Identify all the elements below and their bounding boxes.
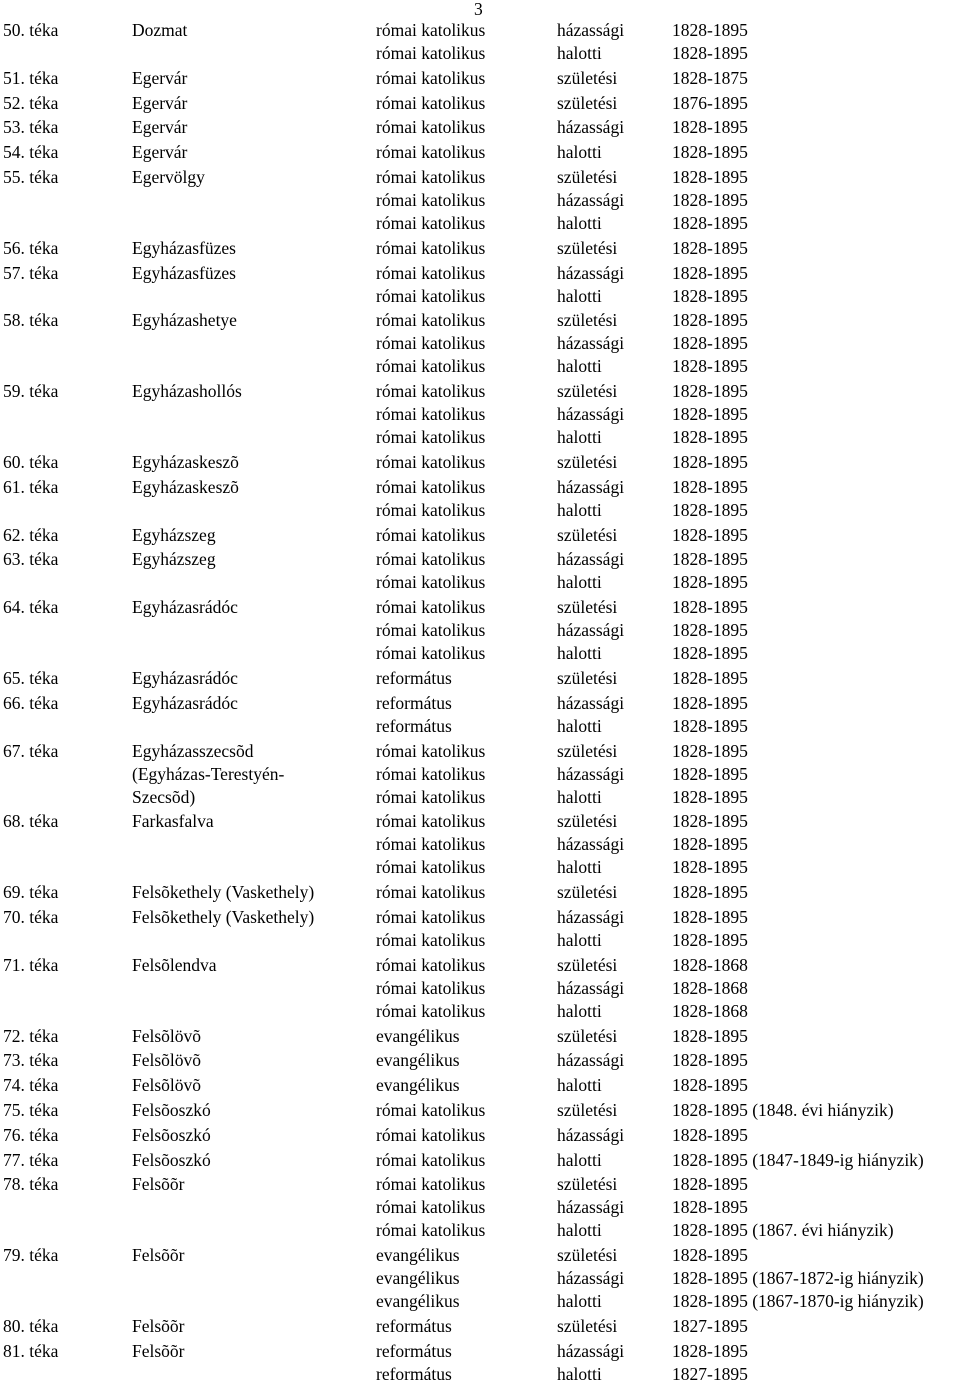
place-name: Egervölgy (132, 167, 205, 187)
year-range: 1828-1895 (672, 476, 748, 497)
year-range: 1828-1895 (672, 1197, 748, 1218)
register-type: halotti (557, 142, 602, 163)
teka-number: 60. téka (3, 452, 59, 472)
teka-number: 80. téka (3, 1316, 59, 1336)
register-row (0, 810, 960, 833)
register-row (0, 833, 960, 856)
year-range: 1828-1895 (672, 692, 748, 713)
denomination: római katolikus (376, 572, 486, 593)
denomination: római katolikus (376, 476, 486, 497)
denomination: római katolikus (376, 67, 486, 88)
register-type: születési (557, 1245, 618, 1266)
register-type: születési (557, 740, 618, 761)
register-type: halotti (557, 43, 602, 63)
register-row (0, 1196, 960, 1219)
register-type: születési (557, 92, 618, 113)
year-range: 1828-1895 (1848. évi hiányzik) (672, 1100, 894, 1120)
year-range: 1828-1895 (672, 213, 748, 233)
register-type: halotti (557, 427, 602, 448)
register-row (0, 309, 960, 332)
place-name: Egyházasrádóc (132, 597, 238, 618)
year-range: 1828-1895 (672, 404, 748, 425)
denomination: római katolikus (376, 356, 486, 377)
teka-number: 64. téka (3, 597, 59, 618)
denomination: római katolikus (376, 117, 486, 138)
register-type: házassági (557, 620, 625, 641)
place-name: Egervár (132, 67, 188, 88)
year-range: 1828-1895 (672, 499, 748, 520)
register-type: halotti (557, 643, 602, 664)
register-type: születési (557, 524, 618, 545)
year-range: 1828-1895 (672, 597, 748, 618)
denomination: római katolikus (376, 740, 486, 761)
register-row (0, 1149, 960, 1172)
year-range: 1828-1895 (672, 763, 748, 784)
teka-number: 76. téka (3, 1124, 59, 1145)
denomination: római katolikus (376, 1197, 486, 1218)
register-type: halotti (557, 715, 602, 736)
denomination: evangélikus (376, 1268, 460, 1289)
year-range: 1827-1895 (672, 1316, 748, 1336)
register-row (0, 715, 960, 738)
teka-number: 65. téka (3, 668, 59, 688)
register-row (0, 403, 960, 426)
teka-number: 59. téka (3, 381, 59, 402)
register-row (0, 116, 960, 139)
register-row (0, 1290, 960, 1313)
year-range: 1828-1868 (672, 1000, 748, 1021)
place-name: Egyházaskeszõ (132, 452, 239, 472)
denomination: római katolikus (376, 643, 486, 664)
place-name: Felsõõr (132, 1316, 185, 1336)
register-row (0, 237, 960, 260)
teka-number: 81. téka (3, 1340, 59, 1361)
register-row (0, 786, 960, 809)
register-row (0, 667, 960, 690)
register-type: házassági (557, 1124, 625, 1145)
denomination: római katolikus (376, 620, 486, 641)
register-row (0, 285, 960, 308)
year-range: 1828-1895 (672, 356, 748, 377)
teka-number: 50. téka (3, 20, 59, 40)
denomination: római katolikus (376, 786, 486, 807)
denomination: római katolikus (376, 381, 486, 402)
register-row (0, 977, 960, 1000)
register-row (0, 380, 960, 403)
register-row (0, 524, 960, 547)
register-type: halotti (557, 857, 602, 878)
denomination: római katolikus (376, 310, 486, 331)
place-name: Felsõõr (132, 1245, 185, 1266)
year-range: 1828-1895 (672, 786, 748, 807)
denomination: római katolikus (376, 1100, 486, 1120)
teka-number: 52. téka (3, 92, 59, 113)
register-row (0, 212, 960, 235)
register-type: halotti (557, 1000, 602, 1021)
register-type: házassági (557, 549, 625, 570)
year-range: 1828-1895 (672, 43, 748, 63)
year-range: 1828-1895 (672, 427, 748, 448)
register-type: házassági (557, 834, 625, 855)
register-row (0, 1124, 960, 1147)
place-name: Felsõlendva (132, 954, 217, 975)
year-range: 1828-1895 (672, 452, 748, 472)
denomination: evangélikus (376, 1075, 460, 1096)
register-type: születési (557, 1316, 618, 1336)
year-range: 1828-1895 (672, 381, 748, 402)
denomination: római katolikus (376, 907, 486, 927)
register-type: születési (557, 882, 618, 903)
denomination: evangélikus (376, 1245, 460, 1266)
denomination: római katolikus (376, 597, 486, 618)
teka-number: 53. téka (3, 117, 59, 138)
denomination: római katolikus (376, 549, 486, 570)
denomination: református (376, 1363, 452, 1384)
place-name: Egyházasszecsõd (132, 740, 254, 761)
register-type: halotti (557, 1220, 602, 1241)
place-name: Felsõlövõ (132, 1025, 202, 1046)
teka-number: 71. téka (3, 954, 59, 975)
denomination: római katolikus (376, 452, 486, 472)
year-range: 1828-1895 (672, 333, 748, 354)
place-name: Egyházasrádóc (132, 692, 238, 713)
register-type: halotti (557, 1149, 602, 1170)
denomination: római katolikus (376, 167, 486, 187)
year-range: 1828-1895 (672, 262, 748, 283)
teka-number: 58. téka (3, 310, 59, 331)
place-name: Felsõoszkó (132, 1124, 211, 1145)
place-name: Egyházaskeszõ (132, 476, 239, 497)
register-type: házassági (557, 763, 625, 784)
register-type: halotti (557, 356, 602, 377)
page-number: 3 (474, 0, 483, 19)
register-row (0, 954, 960, 977)
register-row (0, 476, 960, 499)
year-range: 1828-1895 (672, 310, 748, 331)
register-type: születési (557, 1025, 618, 1046)
denomination: római katolikus (376, 954, 486, 975)
register-row (0, 92, 960, 115)
teka-number: 72. téka (3, 1025, 59, 1046)
teka-number: 61. téka (3, 476, 59, 497)
place-name: Felsõoszkó (132, 1100, 211, 1120)
register-type: házassági (557, 262, 625, 283)
teka-number: 51. téka (3, 67, 59, 88)
denomination: római katolikus (376, 763, 486, 784)
denomination: római katolikus (376, 1220, 486, 1241)
register-type: halotti (557, 285, 602, 306)
denomination: római katolikus (376, 882, 486, 903)
year-range: 1828-1895 (672, 857, 748, 878)
year-range: 1828-1895 (672, 643, 748, 664)
teka-number: 63. téka (3, 549, 59, 570)
register-type: házassági (557, 1197, 625, 1218)
denomination: római katolikus (376, 1124, 486, 1145)
denomination: római katolikus (376, 43, 486, 63)
place-name: Egyházasfüzes (132, 262, 236, 283)
register-type: születési (557, 668, 618, 688)
year-range: 1828-1895 (672, 1075, 748, 1096)
register-type: halotti (557, 572, 602, 593)
denomination: római katolikus (376, 930, 486, 950)
denomination: római katolikus (376, 1000, 486, 1021)
denomination: római katolikus (376, 20, 486, 40)
place-name: Egyházasrádóc (132, 668, 238, 688)
year-range: 1828-1895 (672, 20, 748, 40)
year-range: 1828-1895 (672, 620, 748, 641)
denomination: római katolikus (376, 524, 486, 545)
denomination: római katolikus (376, 142, 486, 163)
register-row (0, 596, 960, 619)
year-range: 1828-1895 (672, 930, 748, 950)
register-row (0, 1049, 960, 1072)
register-type: halotti (557, 499, 602, 520)
year-range: 1828-1895 (672, 882, 748, 903)
year-range: 1828-1895 (672, 834, 748, 855)
place-name: Felsõlövõ (132, 1075, 202, 1096)
year-range: 1828-1895 (672, 1340, 748, 1361)
place-name: Egyházashollós (132, 381, 242, 402)
place-name: Egervár (132, 142, 188, 163)
year-range: 1828-1895 (672, 572, 748, 593)
year-range: 1828-1895 (1867-1870-ig hiányzik) (672, 1291, 924, 1312)
denomination: római katolikus (376, 811, 486, 832)
year-range: 1828-1895 (672, 549, 748, 570)
register-row (0, 1219, 960, 1242)
denomination: római katolikus (376, 499, 486, 520)
place-name: Felsõkethely (Vaskethely) (132, 882, 315, 903)
register-type: halotti (557, 786, 602, 807)
register-type: házassági (557, 977, 625, 998)
register-row (0, 1000, 960, 1023)
denomination: római katolikus (376, 285, 486, 306)
register-row (0, 1315, 960, 1338)
register-row (0, 262, 960, 285)
register-row (0, 1267, 960, 1290)
register-type: születési (557, 452, 618, 472)
register-row (0, 1074, 960, 1097)
register-row (0, 548, 960, 571)
register-type: születési (557, 381, 618, 402)
denomination: református (376, 1316, 452, 1336)
register-row (0, 332, 960, 355)
register-row (0, 619, 960, 642)
teka-number: 68. téka (3, 811, 59, 832)
register-row (0, 42, 960, 65)
register-row (0, 141, 960, 164)
denomination: evangélikus (376, 1050, 460, 1071)
year-range: 1828-1895 (672, 117, 748, 138)
register-row (0, 19, 960, 42)
teka-number: 75. téka (3, 1100, 59, 1120)
place-name: Egervár (132, 92, 188, 113)
register-type: születési (557, 811, 618, 832)
register-row (0, 642, 960, 665)
denomination: római katolikus (376, 262, 486, 283)
year-range: 1828-1868 (672, 954, 748, 975)
denomination: református (376, 715, 452, 736)
teka-number: 67. téka (3, 740, 59, 761)
denomination: református (376, 668, 452, 688)
place-name: Egyházashetye (132, 310, 237, 331)
place-name: Egyházszeg (132, 524, 216, 545)
place-name: (Egyházas-Terestyén- (132, 763, 285, 784)
denomination: római katolikus (376, 404, 486, 425)
denomination: római katolikus (376, 427, 486, 448)
register-type: halotti (557, 1075, 602, 1096)
teka-number: 57. téka (3, 262, 59, 283)
teka-number: 56. téka (3, 237, 59, 258)
teka-number: 77. téka (3, 1149, 59, 1170)
teka-number: 78. téka (3, 1174, 59, 1195)
place-name: Farkasfalva (132, 811, 214, 832)
register-type: születési (557, 237, 618, 258)
year-range: 1828-1895 (672, 1124, 748, 1145)
register-type: házassági (557, 1268, 625, 1289)
year-range: 1828-1875 (672, 67, 748, 88)
year-range: 1828-1895 (672, 237, 748, 258)
register-row (0, 451, 960, 474)
year-range: 1828-1895 (672, 1245, 748, 1266)
register-type: születési (557, 1100, 618, 1120)
teka-number: 54. téka (3, 142, 59, 163)
denomination: római katolikus (376, 1174, 486, 1195)
register-row (0, 929, 960, 952)
teka-number: 62. téka (3, 524, 59, 545)
register-type: házassági (557, 692, 625, 713)
teka-number: 69. téka (3, 882, 59, 903)
year-range: 1828-1895 (672, 1025, 748, 1046)
year-range: 1828-1895 (672, 907, 748, 927)
year-range: 1828-1895 (672, 740, 748, 761)
year-range: 1828-1895 (672, 524, 748, 545)
register-row (0, 881, 960, 904)
place-name: Felsõõr (132, 1340, 185, 1361)
denomination: római katolikus (376, 857, 486, 878)
place-name: Felsõlövõ (132, 1050, 202, 1071)
register-type: születési (557, 597, 618, 618)
year-range: 1828-1895 (672, 285, 748, 306)
register-type: házassági (557, 404, 625, 425)
register-row (0, 1099, 960, 1122)
register-type: születési (557, 954, 618, 975)
denomination: református (376, 1340, 452, 1361)
denomination: római katolikus (376, 1149, 486, 1170)
register-type: házassági (557, 476, 625, 497)
year-range: 1828-1895 (1867. évi hiányzik) (672, 1220, 894, 1241)
year-range: 1828-1895 (672, 811, 748, 832)
teka-number: 73. téka (3, 1050, 59, 1071)
register-type: halotti (557, 1363, 602, 1384)
denomination: római katolikus (376, 834, 486, 855)
register-row (0, 906, 960, 929)
register-type: születési (557, 1174, 618, 1195)
register-row (0, 692, 960, 715)
place-name: Felsõoszkó (132, 1149, 211, 1170)
year-range: 1828-1895 (672, 190, 748, 210)
register-type: házassági (557, 20, 625, 40)
register-type: házassági (557, 190, 625, 210)
register-row (0, 166, 960, 189)
register-type: születési (557, 310, 618, 331)
register-row (0, 740, 960, 763)
place-name: Egyházszeg (132, 549, 216, 570)
year-range: 1828-1868 (672, 977, 748, 998)
register-row (0, 1363, 960, 1386)
register-type: házassági (557, 117, 625, 138)
register-type: születési (557, 167, 618, 187)
teka-number: 70. téka (3, 907, 59, 927)
year-range: 1828-1895 (1847-1849-ig hiányzik) (672, 1149, 924, 1170)
place-name: Szecsõd) (132, 786, 196, 807)
register-row (0, 1025, 960, 1048)
register-type: házassági (557, 1340, 625, 1361)
register-row (0, 189, 960, 212)
denomination: római katolikus (376, 333, 486, 354)
denomination: római katolikus (376, 190, 486, 210)
year-range: 1828-1895 (672, 1174, 748, 1195)
denomination: római katolikus (376, 977, 486, 998)
teka-number: 79. téka (3, 1245, 59, 1266)
teka-number: 74. téka (3, 1075, 59, 1096)
place-name: Felsõkethely (Vaskethely) (132, 907, 315, 927)
register-row (0, 426, 960, 449)
denomination: evangélikus (376, 1291, 460, 1312)
teka-number: 66. téka (3, 692, 59, 713)
place-name: Dozmat (132, 20, 188, 40)
denomination: római katolikus (376, 237, 486, 258)
denomination: római katolikus (376, 92, 486, 113)
denomination: római katolikus (376, 213, 486, 233)
place-name: Egervár (132, 117, 188, 138)
register-row (0, 1340, 960, 1363)
place-name: Felsõõr (132, 1174, 185, 1195)
year-range: 1828-1895 (672, 142, 748, 163)
register-row (0, 355, 960, 378)
register-row (0, 1173, 960, 1196)
register-row (0, 856, 960, 879)
place-name: Egyházasfüzes (132, 237, 236, 258)
register-row (0, 67, 960, 90)
register-type: halotti (557, 1291, 602, 1312)
register-row (0, 763, 960, 786)
year-range: 1828-1895 (672, 1050, 748, 1071)
register-type: házassági (557, 1050, 625, 1071)
year-range: 1828-1895 (672, 715, 748, 736)
year-range: 1828-1895 (672, 167, 748, 187)
denomination: református (376, 692, 452, 713)
denomination: evangélikus (376, 1025, 460, 1046)
register-type: halotti (557, 213, 602, 233)
register-type: halotti (557, 930, 602, 950)
register-row (0, 499, 960, 522)
year-range: 1828-1895 (672, 668, 748, 688)
year-range: 1876-1895 (672, 92, 748, 113)
register-type: születési (557, 67, 618, 88)
register-row (0, 1244, 960, 1267)
year-range: 1828-1895 (1867-1872-ig hiányzik) (672, 1268, 924, 1289)
register-type: házassági (557, 907, 625, 927)
register-type: házassági (557, 333, 625, 354)
year-range: 1827-1895 (672, 1363, 748, 1384)
register-row (0, 571, 960, 594)
teka-number: 55. téka (3, 167, 59, 187)
